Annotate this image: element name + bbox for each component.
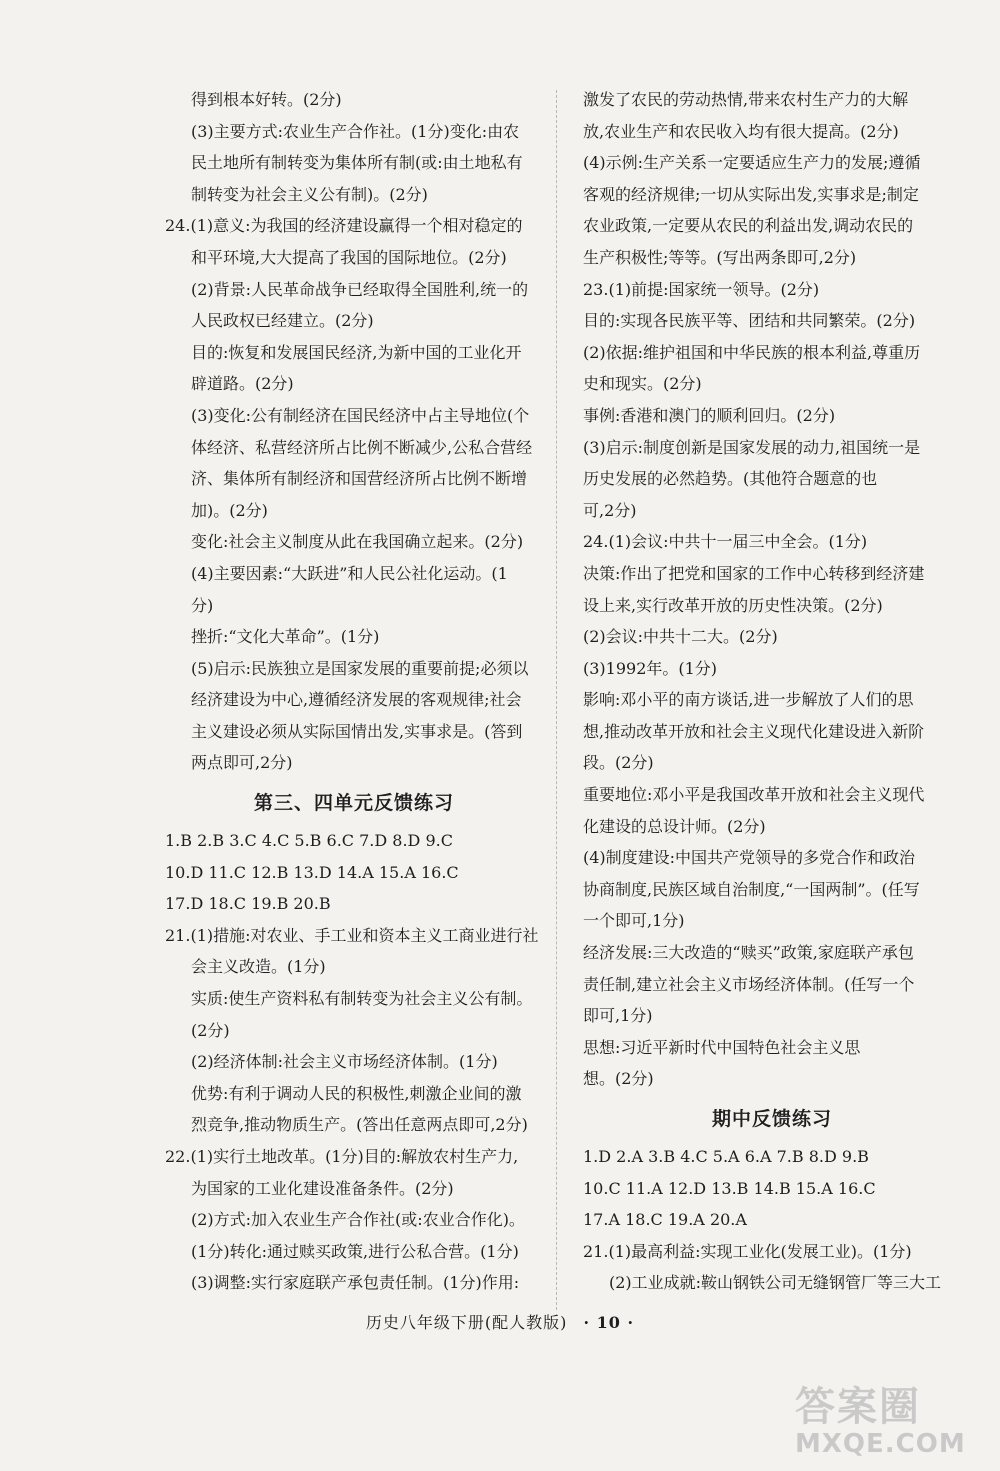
answer-line: 协商制度,民族区域自治制度,“一国两制”。(任写 [583, 879, 920, 899]
answer-line: 为国家的工业化建设准备条件。(2分) [191, 1178, 454, 1198]
answer-line: 24.(1)意义:为我国的经济建设赢得一个相对稳定的 [165, 216, 523, 236]
section-title-unit-3-4: 第三、四单元反馈练习 [253, 792, 454, 815]
answer-line: 优势:有利于调动人民的积极性,刺激企业间的激 [191, 1083, 522, 1103]
answer-line: (2)方式:加入农业生产合作社(或:农业合作化)。 [191, 1210, 525, 1230]
section-title-midterm: 期中反馈练习 [711, 1108, 832, 1130]
unit-3-4-answers-block [165, 825, 543, 1299]
answer-line: 影响:邓小平的南方谈话,进一步解放了人们的思 [583, 690, 914, 710]
answer-line: 23.(1)前提:国家统一领导。(2分) [583, 279, 820, 299]
answer-line: 和平环境,大大提高了我国的国际地位。(2分) [191, 247, 507, 267]
answer-line: 事例:香港和澳门的顺利回归。(2分) [583, 405, 836, 425]
answer-line: 设上来,实行改革开放的历史性决策。(2分) [583, 595, 883, 615]
left-answers-block [165, 84, 543, 779]
answer-line: 史和现实。(2分) [583, 374, 702, 394]
answer-line: 主义建设必须从实际国情出发,实事求是。(答到 [191, 721, 523, 741]
answer-line: (2)工业成就:鞍山钢铁公司无缝钢管厂等三大工 [609, 1273, 942, 1293]
answer-line: (3)变化:公有制经济在国民经济中占主导地位(个 [191, 405, 530, 425]
answer-line: (4)主要因素:“大跃进”和人民公社化运动。(1 [191, 563, 508, 583]
answer-line: 1.D 2.A 3.B 4.C 5.A 6.A 7.B 8.D 9.B [583, 1147, 869, 1166]
answer-line: 22.(1)实行土地改革。(1分)目的:解放农村生产力, [165, 1147, 519, 1166]
answer-line: 17.A 18.C 19.A 20.A [583, 1210, 747, 1230]
answer-line: 经济发展:三大改造的“赎买”政策,家庭联产承包 [583, 943, 914, 963]
answer-line: (2)背景:人民革命战争已经取得全国胜利,统一的 [191, 279, 529, 299]
answer-line: (1分)转化:通过赎买政策,进行公私合营。(1分) [191, 1241, 519, 1261]
watermark-url: MXQE.COM [795, 1429, 966, 1459]
answer-line: 辟道路。(2分) [191, 374, 294, 394]
answer-line: (2)会议:中共十二大。(2分) [583, 627, 778, 647]
watermark-text: 答案圈 [795, 1384, 921, 1430]
answer-line: 1.B 2.B 3.C 4.C 5.B 6.C 7.D 8.D 9.C [165, 831, 453, 851]
answer-line: (4)制度建设:中国共产党领导的多党合作和政治 [583, 848, 916, 868]
column-divider [556, 90, 557, 1310]
right-column [583, 84, 961, 1299]
answer-line: 责任制,建立社会主义市场经济体制。(任写一个 [583, 974, 915, 994]
answer-line: 烈竞争,推动物质生产。(答出任意两点即可,2分) [191, 1115, 528, 1135]
page-footer [0, 1310, 1000, 1333]
answer-line: 即可,1分) [583, 1006, 653, 1026]
answer-line: 激发了农民的劳动热情,带来农村生产力的大解 [583, 90, 909, 109]
answer-line: 一个即可,1分) [583, 911, 685, 931]
answer-line: 实质:使生产资料私有制转变为社会主义公有制。 [191, 989, 533, 1009]
answer-line: 17.D 18.C 19.B 20.B [165, 894, 331, 914]
answer-line: 可,2分) [583, 500, 637, 520]
answer-line: 21.(1)最高利益:实现工业化(发展工业)。(1分) [583, 1241, 912, 1261]
answer-line: 放,农业生产和农民收入均有很大提高。(2分) [583, 121, 899, 141]
answer-line: 变化:社会主义制度从此在我国确立起来。(2分) [191, 532, 524, 552]
answer-line: 目的:恢复和发展国民经济,为新中国的工业化开 [191, 342, 522, 362]
answer-line: (3)启示:制度创新是国家发展的动力,祖国统一是 [583, 437, 921, 457]
answer-line: 决策:作出了把党和国家的工作中心转移到经济建 [583, 563, 925, 583]
answer-line: 生产积极性;等等。(写出两条即可,2分) [583, 247, 857, 267]
right-answers-block [583, 84, 961, 1095]
answer-line: (2分) [191, 1020, 230, 1040]
answer-line: 目的:实现各民族平等、团结和共同繁荣。(2分) [583, 311, 916, 331]
answer-line: 两点即可,2分) [191, 753, 293, 773]
answer-line: 思想:习近平新时代中国特色社会主义思 [583, 1037, 861, 1057]
answer-line: 得到根本好转。(2分) [191, 90, 342, 109]
answer-line: 10.D 11.C 12.B 13.D 14.A 15.A 16.C [165, 862, 459, 882]
answer-line: 农业政策,一定要从农民的利益出发,调动农民的 [583, 216, 914, 236]
answer-line: (3)调整:实行家庭联产承包责任制。(1分)作用: [191, 1273, 520, 1293]
answer-line: 制转变为社会主义公有制)。(2分) [191, 184, 428, 204]
answer-line: 想,推动改革开放和社会主义现代化建设进入新阶 [583, 721, 925, 741]
answer-line: 历史发展的必然趋势。(其他符合题意的也 [583, 469, 878, 489]
answer-line: 经济建设为中心,遵循经济发展的客观规律;社会 [191, 690, 522, 710]
answer-line: (5)启示:民族独立是国家发展的重要前提;必须以 [191, 658, 529, 678]
answer-line: (3)1992年。(1分) [583, 658, 718, 678]
answer-line: 会主义改造。(1分) [191, 957, 326, 977]
answer-line: (2)依据:维护祖国和中华民族的根本利益,尊重历 [583, 342, 921, 362]
answer-line: 重要地位:邓小平是我国改革开放和社会主义现代 [583, 785, 925, 805]
answer-line: 人民政权已经建立。(2分) [191, 311, 374, 331]
left-column [165, 84, 543, 1299]
answer-line: 济、集体所有制经济和国营经济所占比例不断增 [191, 469, 528, 489]
answer-line: (2)经济体制:社会主义市场经济体制。(1分) [191, 1052, 498, 1072]
answer-line: (3)主要方式:农业生产合作社。(1分)变化:由农 [191, 121, 520, 141]
answer-line: 24.(1)会议:中共十一届三中全会。(1分) [583, 532, 868, 552]
answer-line: 段。(2分) [583, 753, 654, 773]
footer-book-label: 历史八年级下册(配人教版) [365, 1313, 568, 1332]
answer-line: 想。(2分) [583, 1069, 654, 1089]
midterm-answers-block [583, 1141, 961, 1299]
watermark-logo [795, 1385, 995, 1465]
answer-line: 民土地所有制转变为集体所有制(或:由土地私有 [191, 153, 523, 173]
answer-line: 化建设的总设计师。(2分) [583, 816, 766, 836]
answer-line: (4)示例:生产关系一定要适应生产力的发展;遵循 [583, 153, 921, 173]
answer-line: 体经济、私营经济所占比例不断减少,公私合营经 [191, 437, 533, 457]
page-number: · 10 · [583, 1313, 635, 1332]
answer-line: 客观的经济规律;一切从实际出发,实事求是;制定 [583, 184, 919, 204]
answer-line: 21.(1)措施:对农业、手工业和资本主义工商业进行社 [165, 925, 539, 945]
answer-line: 挫折:“文化大革命”。(1分) [191, 627, 380, 647]
answer-line: 加)。(2分) [191, 500, 268, 520]
answer-line: 10.C 11.A 12.D 13.B 14.B 15.A 16.C [583, 1178, 876, 1198]
answer-line: 分) [191, 595, 214, 615]
